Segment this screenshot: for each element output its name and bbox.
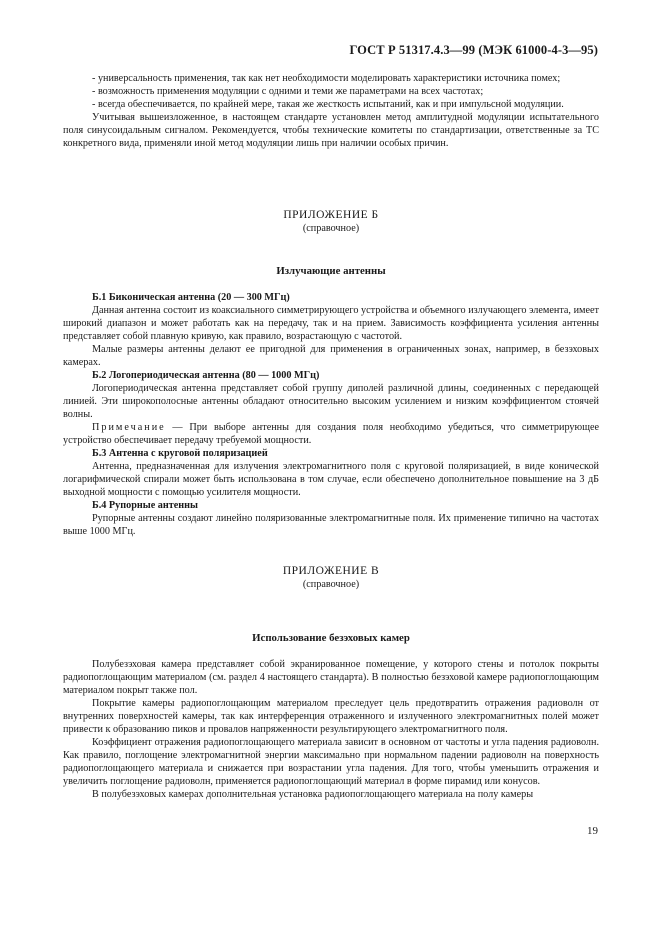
appendix-v-title: Использование безэховых камер (252, 632, 410, 644)
b4-paragraph-1: Рупорные антенны создают линейно поляризованные электромагнитные поля. Их применение типично на частотах выше 1000 МГц. (63, 513, 599, 537)
appendix-v-title-block (63, 632, 599, 645)
v-paragraph-4: В полубезэховых камерах дополнительная установка радиопоглощающего материала на полу камеры (92, 789, 534, 800)
appendix-v-note: (справочное) (302, 579, 360, 590)
appendix-b-label: ПРИЛОЖЕНИЕ Б (283, 209, 379, 221)
intro-item-1: - универсальность применения, так как нет необходимости моделировать характеристики источника помех; (92, 73, 561, 84)
appendix-v-heading (63, 565, 599, 591)
b1-paragraph-2: Малые размеры антенны делают ее пригодной для применения в ограниченных зонах, например, в безэховых камерах. (63, 344, 599, 368)
intro-item-3: - всегда обеспечивается, по крайней мере, такая же жесткость испытаний, как и при импульсной модуляции. (92, 99, 564, 110)
intro-paragraph: Учитывая вышеизложенное, в настоящем стандарте установлен метод амплитудной модуляции испытательного поля синусоидальным сигналом. Рекомендуется, чтобы технические комитеты по стандартизации, ответственные за ТС конкретного вида, применяли иной метод модуляции лишь при наличии особых причин. (63, 112, 599, 149)
b2-note (63, 421, 599, 447)
appendix-b-heading (63, 209, 599, 235)
b4-title: Б.4 Рупорные антенны (92, 500, 198, 511)
b2-note-text: — При выборе антенны для создания поля необходимо убедиться, что симметрирующее устройство обеспечивает передачу требуемой мощности. (63, 422, 599, 446)
page-number: 19 (587, 825, 598, 837)
b1-title: Б.1 Биконическая антенна (20 — 300 МГц) (92, 292, 290, 303)
appendix-b-title: Излучающие антенны (276, 265, 386, 277)
b2-paragraph-1: Логопериодическая антенна представляет собой группу диполей различной длины, соединенных с передающей линией. Эти широкополосные антенны обладают относительно высоким усилением и низким коэффициентом стоячей волны. (63, 383, 599, 420)
appendix-v-body (63, 658, 599, 801)
b3-title: Б.3 Антенна с круговой поляризацией (92, 448, 268, 459)
b2-note-label: Примечание (92, 422, 166, 433)
intro-section (63, 72, 599, 150)
intro-item-2: - возможность применения модуляции с одними и теми же параметрами на всех частотах; (92, 86, 484, 97)
v-paragraph-3: Коэффициент отражения радиопоглощающего материала зависит в основном от частоты и угла падения радиоволн. Как правило, поглощение электромагнитной энергии максимально при нормальном падении радиоволн на поверхность радиопоглощающего материала и снижается при возрастании угла падения. Для того, чтобы уменьшить отражения и увеличить поглощение радиоволн, применяется радиопоглощающий материал в форме пирамид или конусов. (63, 737, 599, 787)
document-header: ГОСТ Р 51317.4.3—99 (МЭК 61000-4-3—95) (349, 43, 598, 57)
appendix-b-body (63, 291, 599, 538)
v-paragraph-2: Покрытие камеры радиопоглощающим материалом преследует цель предотвратить отражения радиоволн от внутренних поверхностей камеры, так как интерференция отраженного и излученного электромагнитных полей может привести к образованию пиков и провалов напряженности результирующего электромагнитного поля. (63, 698, 599, 735)
b2-title: Б.2 Логопериодическая антенна (80 — 1000 МГц) (92, 370, 320, 381)
appendix-b-note: (справочное) (302, 223, 360, 234)
b3-paragraph-1: Антенна, предназначенная для излучения электромагнитного поля с круговой поляризацией, в виде конической логарифмической спирали может быть использована в том случае, если обеспечено дополнительное повышение на 3 дБ выходной мощности с помощью усилителя мощности. (63, 461, 599, 498)
v-paragraph-1: Полубезэховая камера представляет собой экранированное помещение, у которого стены и потолок покрыты радиопоглощающим материалом (см. раздел 4 настоящего стандарта). В полностью безэховой камере радиопоглощающим материалом покрыт также пол. (63, 659, 599, 696)
appendix-b-title-block (63, 265, 599, 278)
appendix-v-label: ПРИЛОЖЕНИЕ В (282, 565, 380, 577)
b1-paragraph-1: Данная антенна состоит из коаксиального симметрирующего устройства и объемного излучающего элемента, имеет широкий диапазон и может работать как на передачу, так и на прием. Зависимость коэффициента усиления антенны представляет собой плавную кривую, как правило, возрастающую с частотой. (63, 305, 599, 342)
